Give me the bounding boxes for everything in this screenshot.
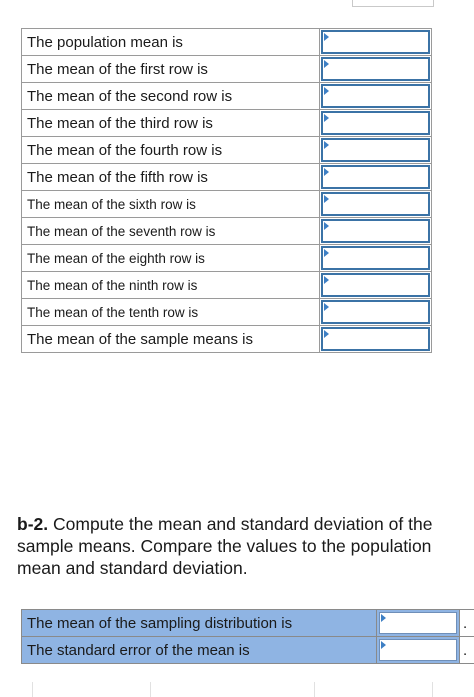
- row-label: The mean of the sixth row is: [22, 191, 320, 218]
- row-label: The mean of the eighth row is: [22, 245, 320, 272]
- input-marker-icon: [381, 641, 386, 649]
- row-tail-text: .: [460, 610, 474, 637]
- input-marker-icon: [324, 249, 329, 257]
- input-marker-icon: [324, 303, 329, 311]
- ninth-row-mean-input[interactable]: [321, 273, 430, 297]
- row-label: The mean of the seventh row is: [22, 218, 320, 245]
- table-row: [22, 110, 432, 137]
- input-marker-icon: [324, 330, 329, 338]
- input-marker-icon: [324, 276, 329, 284]
- table-row: [22, 272, 432, 299]
- fourth-row-mean-input[interactable]: [321, 138, 430, 162]
- question-number: b-2.: [17, 514, 49, 534]
- input-marker-icon: [324, 222, 329, 230]
- population-mean-input[interactable]: [321, 30, 430, 54]
- first-row-mean-input[interactable]: [321, 57, 430, 81]
- input-marker-icon: [324, 87, 329, 95]
- row-label: The mean of the first row is: [22, 56, 320, 83]
- input-marker-icon: [324, 168, 329, 176]
- input-marker-icon: [324, 33, 329, 41]
- row-label: The mean of the sampling distribution is: [22, 610, 377, 637]
- table-row: [22, 191, 432, 218]
- input-marker-icon: [324, 141, 329, 149]
- eighth-row-mean-input[interactable]: [321, 246, 430, 270]
- sixth-row-mean-input[interactable]: [321, 192, 430, 216]
- sample-means-mean-input[interactable]: [321, 327, 430, 351]
- table-row: [22, 137, 432, 164]
- fifth-row-mean-input[interactable]: [321, 165, 430, 189]
- input-marker-icon: [324, 60, 329, 68]
- table-row: [22, 83, 432, 110]
- table-row: [22, 164, 432, 191]
- input-marker-icon: [381, 614, 386, 622]
- input-marker-icon: [324, 195, 329, 203]
- tenth-row-mean-input[interactable]: [321, 300, 430, 324]
- table-row: [22, 245, 432, 272]
- row-label: The mean of the third row is: [22, 110, 320, 137]
- table-row: [22, 29, 432, 56]
- row-label: The mean of the ninth row is: [22, 272, 320, 299]
- table-row: [22, 299, 432, 326]
- seventh-row-mean-input[interactable]: [321, 219, 430, 243]
- row-tail-text: .: [460, 637, 474, 664]
- row-label: The standard error of the mean is: [22, 637, 377, 664]
- row-label: The population mean is: [22, 29, 320, 56]
- table-row: [22, 326, 432, 353]
- sampling-distribution-table: [21, 609, 474, 664]
- table-row: [22, 637, 474, 664]
- second-row-mean-input[interactable]: [321, 84, 430, 108]
- question-text: Compute the mean and standard deviation of the sample means. Compare the values to the population mean and standard deviation.: [17, 514, 433, 578]
- means-table: [21, 28, 432, 353]
- question-b2: [17, 513, 474, 579]
- row-label: The mean of the sample means is: [22, 326, 320, 353]
- standard-error-input[interactable]: [379, 639, 457, 661]
- bottom-divider: [0, 682, 474, 697]
- row-label: The mean of the second row is: [22, 83, 320, 110]
- row-label: The mean of the fifth row is: [22, 164, 320, 191]
- sampling-distribution-mean-input[interactable]: [379, 612, 457, 634]
- row-label: The mean of the tenth row is: [22, 299, 320, 326]
- previous-input-box-edge: [352, 0, 434, 7]
- third-row-mean-input[interactable]: [321, 111, 430, 135]
- input-marker-icon: [324, 114, 329, 122]
- table-row: [22, 610, 474, 637]
- table-row: [22, 218, 432, 245]
- table-row: [22, 56, 432, 83]
- row-label: The mean of the fourth row is: [22, 137, 320, 164]
